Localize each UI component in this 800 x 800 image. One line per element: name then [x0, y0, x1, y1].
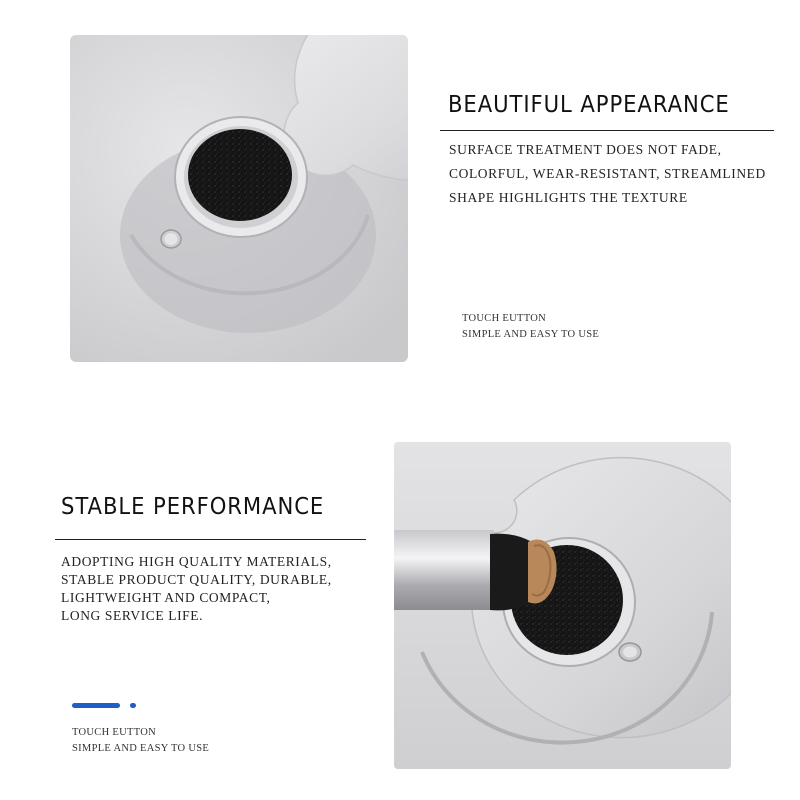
- description-line: ADOPTING HIGH QUALITY MATERIALS,: [61, 554, 332, 569]
- caption-line: TOUCH EUTTON: [462, 313, 547, 324]
- tip-tool-disc-image: [70, 35, 408, 362]
- caption-bottom: [72, 725, 209, 757]
- description-line: COLORFUL, WEAR-RESISTANT, STREAMLINED: [449, 166, 766, 181]
- description-line: STABLE PRODUCT QUALITY, DURABLE,: [61, 572, 332, 587]
- description-top: [449, 138, 766, 210]
- caption-line: SIMPLE AND EASY TO USE: [72, 743, 210, 754]
- caption-top: [462, 311, 599, 343]
- description-line: LIGHTWEIGHT AND COMPACT,: [61, 590, 271, 605]
- cue-tip-shaping-image: [394, 442, 731, 769]
- description-line: LONG SERVICE LIFE.: [61, 608, 204, 623]
- description-line: SHAPE HIGHLIGHTS THE TEXTURE: [449, 190, 688, 205]
- divider-top: [440, 130, 774, 131]
- product-photo-bottom: [394, 442, 731, 769]
- heading-stable-performance: STABLE PERFORMANCE: [61, 494, 325, 520]
- accent-bar: [72, 703, 120, 708]
- heading-beautiful-appearance: BEAUTIFUL APPEARANCE: [448, 92, 730, 118]
- caption-line: TOUCH EUTTON: [72, 727, 157, 738]
- product-photo-top: [70, 35, 408, 362]
- caption-line: SIMPLE AND EASY TO USE: [462, 329, 600, 340]
- description-bottom: [61, 553, 332, 625]
- description-line: SURFACE TREATMENT DOES NOT FADE,: [449, 142, 722, 157]
- divider-bottom: [55, 539, 366, 540]
- accent-dot: [130, 703, 136, 708]
